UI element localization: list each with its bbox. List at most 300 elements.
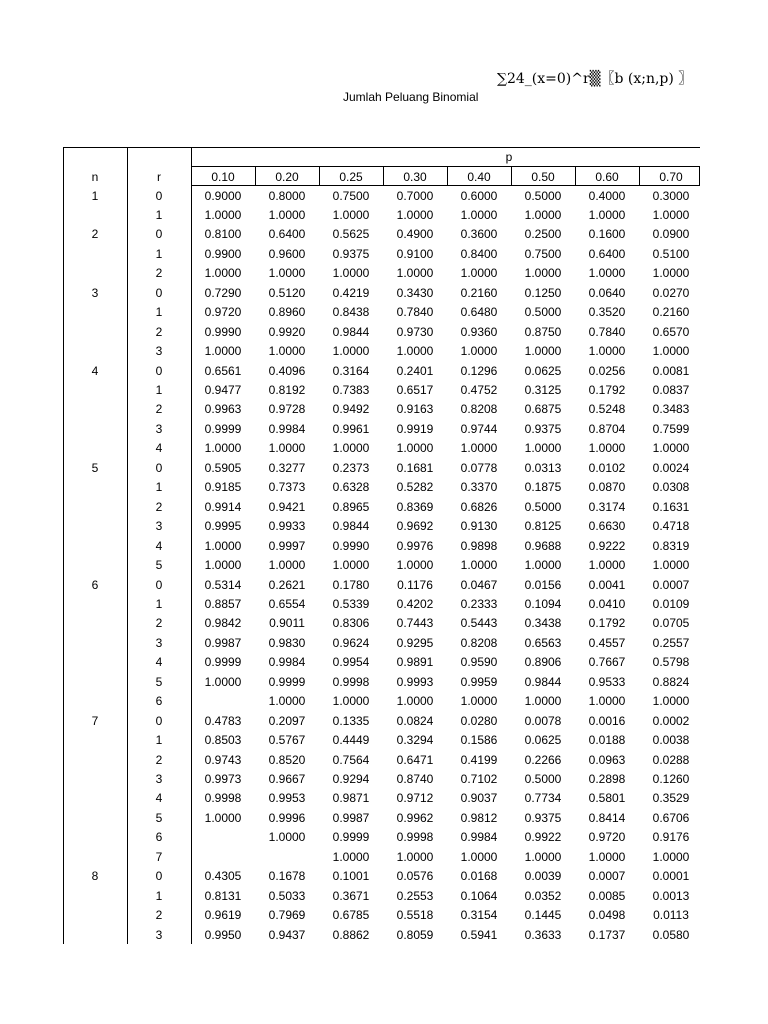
probability-cell: 1.0000 [268, 344, 306, 359]
probability-cell: 0.5767 [268, 733, 306, 748]
n-cell [63, 206, 127, 226]
probability-cell: 0.9914 [204, 499, 242, 514]
probability-cell: 0.0078 [524, 713, 562, 728]
probability-cell: 0.6706 [652, 810, 690, 825]
probability-cell: 0.3277 [268, 460, 306, 475]
probability-cell: 1.0000 [652, 441, 690, 456]
probability-cell: 0.3154 [460, 908, 498, 923]
probability-cell: 0.8400 [460, 246, 498, 261]
probability-cell: 0.5798 [652, 655, 690, 670]
probability-cell: 1.0000 [332, 266, 370, 281]
probability-cell: 0.9011 [269, 616, 305, 631]
probability-cell: 0.1586 [460, 733, 498, 748]
probability-cell: 0.9844 [332, 519, 370, 534]
p-value-header: 0.25 [339, 170, 363, 184]
probability-cell: 0.5000 [524, 772, 562, 786]
probability-cell: 0.2401 [396, 363, 434, 378]
probability-cell: 1.0000 [524, 558, 562, 573]
n-cell: 6 [91, 577, 99, 592]
probability-cell: 0.6000 [460, 188, 498, 203]
probability-cell: 0.8059 [396, 927, 434, 942]
n-cell [63, 634, 127, 654]
probability-cell: 1.0000 [460, 558, 498, 573]
probability-cell: 0.9185 [204, 480, 242, 495]
r-cell: 1 [155, 207, 163, 222]
probability-cell: 0.1792 [588, 383, 626, 397]
probability-cell: 0.8306 [332, 616, 370, 631]
probability-cell: 0.0002 [652, 713, 690, 728]
r-cell: 1 [155, 596, 163, 611]
p-value-header: 0.60 [595, 170, 619, 184]
r-cell: 7 [155, 849, 163, 864]
n-cell: 5 [91, 460, 99, 475]
probability-cell: 0.4305 [204, 869, 242, 884]
probability-cell: 0.9720 [588, 830, 626, 845]
r-cell: 5 [155, 674, 163, 689]
p-value-header: 0.20 [275, 170, 299, 184]
r-cell: 1 [155, 733, 163, 748]
probability-cell: 0.9990 [332, 538, 370, 553]
probability-cell: 0.9933 [268, 519, 306, 534]
probability-cell: 0.6400 [268, 227, 306, 242]
probability-cell: 1.0000 [524, 344, 562, 359]
probability-cell: 1.0000 [460, 207, 498, 222]
probability-cell: 1.0000 [332, 849, 370, 864]
probability-cell: 0.0113 [653, 908, 689, 923]
probability-cell: 1.0000 [332, 207, 370, 222]
probability-cell: 0.8862 [332, 927, 370, 942]
n-cell [63, 303, 127, 323]
probability-cell: 0.1296 [460, 363, 498, 378]
probability-cell: 0.1780 [332, 577, 370, 592]
probability-cell: 0.9999 [204, 421, 242, 436]
probability-cell: 1.0000 [460, 441, 498, 456]
probability-cell: 1.0000 [268, 694, 306, 709]
r-cell: 2 [155, 266, 163, 281]
probability-cell: 0.1792 [588, 616, 626, 631]
probability-cell: 1.0000 [204, 266, 242, 281]
probability-cell: 0.7840 [588, 324, 626, 339]
probability-cell: 0.7102 [460, 772, 498, 786]
probability-cell: 0.0109 [652, 596, 690, 611]
p-value-header: 0.10 [211, 170, 235, 184]
probability-cell: 0.9920 [268, 324, 306, 339]
probability-cell: 0.2266 [524, 752, 562, 767]
probability-cell: 0.7667 [588, 655, 626, 670]
probability-cell: 0.9950 [204, 927, 242, 942]
probability-cell: 0.9962 [396, 810, 434, 825]
r-cell: 4 [155, 441, 163, 456]
probability-cell: 0.1260 [652, 772, 690, 786]
probability-cell: 1.0000 [396, 558, 434, 573]
probability-cell: 0.9037 [460, 791, 498, 806]
probability-cell: 0.6875 [524, 402, 562, 417]
n-cell [63, 692, 127, 712]
probability-cell: 0.5000 [524, 499, 562, 514]
probability-cell: 0.8131 [204, 888, 242, 903]
probability-cell: 0.9898 [460, 538, 498, 553]
n-cell [63, 420, 127, 440]
n-cell [63, 789, 127, 809]
probability-cell: 0.1094 [524, 596, 562, 611]
probability-cell: 0.0013 [652, 888, 690, 903]
probability-cell: 0.9688 [524, 538, 562, 553]
n-cell [63, 537, 127, 557]
probability-cell: 0.0024 [652, 460, 690, 475]
probability-cell: 0.7383 [332, 383, 370, 397]
probability-cell: 0.9743 [204, 752, 242, 767]
probability-cell: 0.0039 [524, 869, 562, 884]
probability-cell: 0.0168 [460, 869, 498, 884]
probability-cell: 0.1445 [524, 908, 562, 923]
n-cell [63, 673, 127, 693]
probability-cell: 0.0640 [588, 285, 626, 300]
probability-cell: 0.9998 [396, 830, 434, 845]
probability-cell [255, 848, 319, 868]
n-cell [63, 809, 127, 829]
probability-cell: 0.9996 [268, 810, 306, 825]
probability-cell: 0.9973 [204, 772, 242, 786]
probability-cell: 0.0041 [588, 577, 626, 592]
probability-cell: 0.5941 [460, 927, 498, 942]
n-cell: 8 [91, 869, 99, 884]
probability-cell: 0.9375 [524, 421, 562, 436]
probability-cell: 0.9922 [524, 830, 562, 845]
probability-cell: 0.9891 [396, 655, 434, 670]
probability-cell: 0.8414 [588, 810, 626, 825]
probability-cell: 0.7840 [396, 305, 434, 320]
n-cell [63, 381, 127, 401]
probability-cell: 0.1737 [588, 927, 626, 942]
probability-cell: 0.9963 [204, 402, 242, 417]
r-cell: 3 [155, 344, 163, 359]
probability-cell: 0.4096 [268, 363, 306, 378]
probability-cell: 0.6480 [460, 305, 498, 320]
probability-cell: 0.0498 [588, 908, 626, 923]
probability-cell: 0.4557 [588, 635, 626, 650]
probability-cell: 0.1064 [460, 888, 498, 903]
probability-cell: 0.3438 [524, 616, 562, 631]
probability-cell: 1.0000 [396, 849, 434, 864]
probability-cell: 1.0000 [396, 694, 434, 709]
probability-cell: 0.0467 [460, 577, 498, 592]
probability-cell: 1.0000 [204, 810, 242, 825]
probability-cell: 0.9871 [332, 791, 370, 806]
n-cell [63, 906, 127, 926]
probability-cell: 0.8319 [652, 538, 690, 553]
probability-cell: 0.5443 [460, 616, 498, 631]
probability-cell: 1.0000 [396, 344, 434, 359]
probability-cell: 0.1875 [524, 480, 562, 495]
probability-cell: 1.0000 [332, 694, 370, 709]
probability-cell: 1.0000 [460, 266, 498, 281]
probability-cell: 1.0000 [588, 694, 626, 709]
probability-cell: 0.5120 [268, 285, 306, 300]
probability-cell: 0.9842 [204, 616, 242, 631]
n-cell [63, 770, 127, 790]
probability-cell: 1.0000 [652, 849, 690, 864]
probability-cell: 1.0000 [268, 266, 306, 281]
probability-cell: 1.0000 [588, 558, 626, 573]
probability-cell: 0.0007 [652, 577, 690, 592]
probability-cell: 1.0000 [332, 558, 370, 573]
n-cell: 3 [91, 285, 99, 300]
probability-cell: 0.0824 [396, 713, 434, 728]
n-cell: 1 [91, 188, 99, 203]
probability-cell: 0.9990 [204, 324, 242, 339]
probability-cell: 0.3000 [652, 188, 690, 203]
probability-cell: 1.0000 [652, 207, 690, 222]
probability-cell: 0.0625 [524, 733, 562, 748]
probability-cell: 0.9999 [268, 674, 306, 689]
probability-cell: 0.0038 [652, 733, 690, 748]
probability-cell: 0.2333 [460, 596, 498, 611]
probability-cell: 0.4752 [460, 383, 498, 397]
r-cell: 0 [155, 577, 163, 592]
probability-cell: 1.0000 [204, 344, 242, 359]
probability-cell: 0.0001 [652, 869, 690, 884]
probability-cell: 0.9954 [332, 655, 370, 670]
probability-cell: 0.0625 [524, 363, 562, 378]
p-group-header: p [505, 150, 513, 164]
r-cell: 4 [155, 791, 163, 806]
n-cell: 7 [91, 713, 99, 728]
n-cell [63, 653, 127, 673]
n-cell: 2 [91, 227, 99, 242]
probability-cell: 0.0352 [524, 888, 562, 903]
probability-cell: 0.1678 [268, 869, 306, 884]
probability-cell [191, 692, 255, 712]
r-cell: 3 [155, 519, 163, 534]
probability-cell [191, 828, 255, 848]
r-cell: 2 [155, 908, 163, 923]
probability-cell: 0.9294 [332, 772, 370, 786]
probability-cell: 0.4199 [460, 752, 498, 767]
probability-cell: 0.9997 [268, 538, 306, 553]
probability-cell: 1.0000 [204, 207, 242, 222]
r-cell: 0 [155, 869, 163, 884]
r-cell: 2 [155, 499, 163, 514]
r-cell: 3 [155, 772, 163, 786]
probability-cell: 1.0000 [268, 207, 306, 222]
probability-cell: 0.9844 [524, 674, 562, 689]
probability-cell: 0.2160 [652, 305, 690, 320]
probability-cell: 0.3529 [652, 791, 690, 806]
probability-cell: 0.8960 [268, 305, 306, 320]
probability-cell: 0.9130 [460, 519, 498, 534]
probability-cell: 0.2621 [268, 577, 306, 592]
probability-cell: 1.0000 [524, 207, 562, 222]
probability-cell: 0.9360 [460, 324, 498, 339]
probability-cell: 0.4449 [332, 733, 370, 748]
r-cell: 6 [155, 694, 163, 709]
probability-cell: 0.5033 [268, 888, 306, 903]
r-cell: 0 [155, 285, 163, 300]
n-cell: 4 [91, 363, 99, 378]
probability-cell: 0.4202 [396, 596, 434, 611]
probability-cell: 0.9590 [460, 655, 498, 670]
r-cell: 2 [155, 616, 163, 631]
r-cell: 1 [155, 888, 163, 903]
probability-cell: 0.9624 [332, 635, 370, 650]
probability-cell: 0.5000 [524, 188, 562, 203]
probability-cell: 0.9984 [460, 830, 498, 845]
probability-cell: 0.0280 [460, 713, 498, 728]
probability-cell: 0.5905 [204, 460, 242, 475]
n-cell [63, 828, 127, 848]
probability-cell: 1.0000 [652, 266, 690, 281]
probability-cell: 0.6471 [396, 752, 434, 767]
n-cell [63, 595, 127, 615]
probability-cell: 0.0156 [524, 577, 562, 592]
r-cell: 2 [155, 324, 163, 339]
probability-cell: 1.0000 [588, 344, 626, 359]
probability-cell: 1.0000 [588, 849, 626, 864]
p-value-header: 0.70 [659, 170, 683, 184]
probability-cell: 0.9998 [204, 791, 242, 806]
probability-cell: 1.0000 [396, 207, 434, 222]
probability-cell: 0.8125 [524, 519, 562, 534]
probability-cell: 0.9744 [460, 421, 498, 436]
probability-cell: 0.1600 [588, 227, 626, 242]
probability-cell: 0.2898 [588, 772, 626, 786]
probability-cell: 0.1335 [332, 713, 370, 728]
probability-cell: 0.0705 [652, 616, 690, 631]
probability-cell: 0.8100 [204, 227, 242, 242]
probability-cell: 0.6630 [588, 519, 626, 534]
probability-cell: 0.9712 [396, 791, 434, 806]
probability-cell: 0.8438 [332, 305, 370, 320]
probability-cell: 0.0870 [588, 480, 626, 495]
probability-cell: 1.0000 [268, 441, 306, 456]
probability-cell: 0.6826 [460, 499, 498, 514]
probability-cell: 0.9100 [396, 246, 434, 261]
probability-cell: 0.8369 [396, 499, 434, 514]
probability-cell: 0.0580 [652, 927, 690, 942]
n-cell [63, 400, 127, 420]
probability-cell: 0.8192 [268, 383, 306, 397]
probability-cell: 0.9730 [396, 324, 434, 339]
n-cell [63, 439, 127, 459]
r-cell: 2 [155, 402, 163, 417]
probability-cell: 0.1001 [332, 869, 370, 884]
probability-cell: 1.0000 [268, 830, 306, 845]
probability-cell: 0.3671 [332, 888, 370, 903]
probability-cell: 0.0963 [588, 752, 626, 767]
probability-cell: 0.2553 [396, 888, 434, 903]
probability-cell: 0.9533 [588, 674, 626, 689]
probability-cell: 1.0000 [204, 674, 242, 689]
probability-cell: 1.0000 [524, 849, 562, 864]
probability-cell: 1.0000 [332, 344, 370, 359]
probability-cell: 0.9477 [204, 383, 242, 397]
r-cell: 4 [155, 538, 163, 553]
probability-cell: 0.3174 [588, 499, 626, 514]
probability-cell: 0.1176 [397, 577, 433, 592]
r-cell: 0 [155, 460, 163, 475]
probability-cell: 0.9998 [332, 674, 370, 689]
r-cell: 5 [155, 810, 163, 825]
probability-cell: 0.7969 [268, 908, 306, 923]
probability-cell: 1.0000 [652, 344, 690, 359]
probability-cell: 0.7734 [524, 791, 562, 806]
probability-cell: 0.9375 [524, 810, 562, 825]
r-cell: 1 [155, 480, 163, 495]
probability-cell: 0.9000 [204, 188, 242, 203]
n-cell [63, 731, 127, 751]
probability-cell: 0.4718 [652, 519, 690, 534]
probability-cell: 0.9437 [268, 927, 306, 942]
probability-cell: 0.9692 [396, 519, 434, 534]
p-value-header: 0.30 [403, 170, 427, 184]
probability-cell: 0.9919 [396, 421, 434, 436]
probability-cell: 0.8208 [460, 635, 498, 650]
probability-cell: 1.0000 [524, 694, 562, 709]
probability-cell: 0.6570 [652, 324, 690, 339]
probability-cell: 0.4783 [204, 713, 242, 728]
probability-cell: 0.7373 [268, 480, 306, 495]
probability-cell: 0.6563 [524, 635, 562, 650]
probability-cell: 0.7564 [332, 752, 370, 767]
probability-cell: 1.0000 [524, 441, 562, 456]
probability-cell: 1.0000 [652, 558, 690, 573]
probability-cell: 0.8824 [652, 674, 690, 689]
probability-cell: 1.0000 [332, 441, 370, 456]
probability-cell: 1.0000 [396, 441, 434, 456]
probability-cell: 0.8965 [332, 499, 370, 514]
probability-cell: 0.3483 [652, 402, 690, 417]
probability-cell: 0.9984 [268, 655, 306, 670]
probability-cell: 0.0900 [652, 227, 690, 242]
probability-cell: 1.0000 [460, 694, 498, 709]
probability-cell: 0.3370 [460, 480, 498, 495]
probability-cell: 0.3164 [332, 363, 370, 378]
probability-cell: 0.6400 [588, 246, 626, 261]
probability-cell: 1.0000 [204, 441, 242, 456]
r-cell: 3 [155, 635, 163, 650]
formula: ∑24_(x=0)^r▒〖b (x;n,p) 〗 [497, 71, 693, 87]
probability-cell: 0.9900 [204, 246, 242, 261]
probability-cell: 1.0000 [588, 441, 626, 456]
r-column-header: r [157, 170, 161, 184]
probability-cell: 0.6554 [268, 596, 306, 611]
probability-cell: 0.9619 [204, 908, 242, 923]
n-cell [63, 517, 127, 537]
probability-cell: 0.8704 [588, 421, 626, 436]
probability-cell: 0.8740 [396, 772, 434, 786]
probability-cell: 1.0000 [204, 558, 242, 573]
probability-cell: 0.5248 [588, 402, 626, 417]
probability-cell: 0.9222 [588, 538, 626, 553]
n-cell [63, 887, 127, 907]
probability-cell: 0.9995 [204, 519, 242, 534]
probability-cell: 1.0000 [588, 266, 626, 281]
r-cell: 1 [155, 246, 163, 261]
probability-cell: 0.8857 [204, 596, 242, 611]
r-cell: 1 [155, 305, 163, 320]
probability-cell: 0.9728 [268, 402, 306, 417]
probability-cell: 0.5282 [396, 480, 434, 495]
r-cell: 2 [155, 752, 163, 767]
probability-cell: 0.9999 [204, 655, 242, 670]
probability-cell: 1.0000 [652, 694, 690, 709]
probability-cell: 0.2097 [268, 713, 306, 728]
probability-cell: 0.1681 [396, 460, 434, 475]
probability-cell: 0.9961 [332, 421, 370, 436]
probability-cell: 0.7290 [204, 285, 242, 300]
n-cell [63, 848, 127, 868]
probability-cell: 0.9984 [268, 421, 306, 436]
